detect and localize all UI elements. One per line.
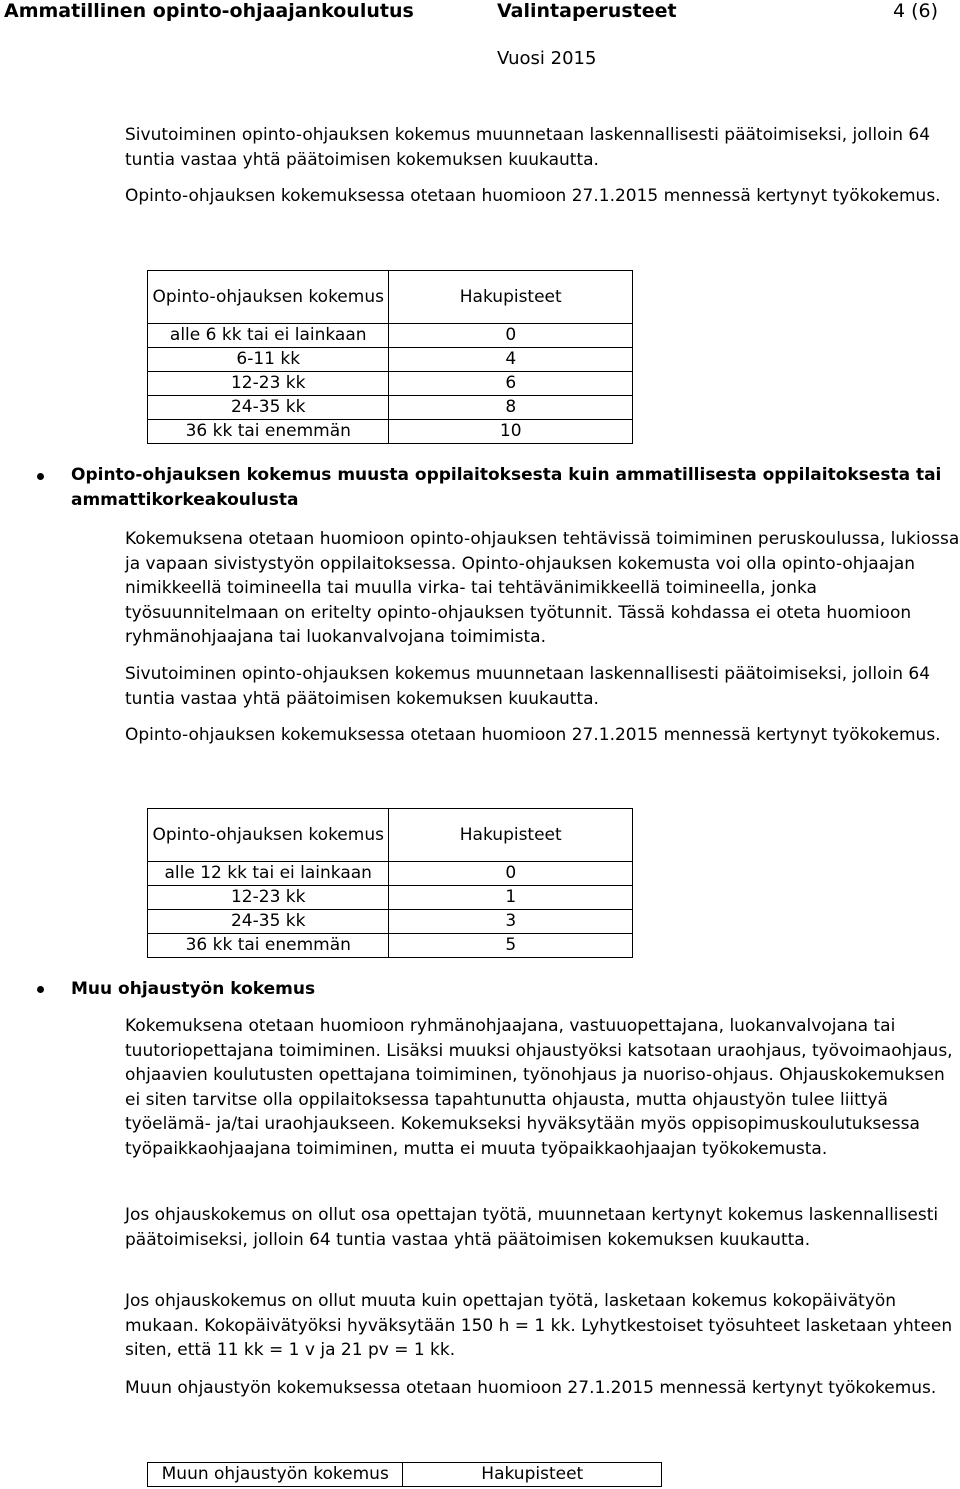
- table-header-points: Hakupisteet: [403, 1463, 662, 1487]
- intro-paragraph-2: Opinto-ohjauksen kokemuksessa otetaan huomioon 27.1.2015 mennessä kertynyt työkokemus.: [125, 186, 941, 206]
- table-cell-experience: 24-35 kk: [148, 396, 389, 420]
- page-header: [0, 0, 960, 20]
- table-cell-points: 8: [389, 396, 633, 420]
- section3-paragraph-2: Jos ohjauskokemus on ollut osa opettajan työtä, muunnetaan kertynyt kokemus laskennallisesti päätoimiseksi, jolloin 64 tuntia vastaa yhtä päätoimisen kokemuksen kuukautta.: [125, 1205, 939, 1250]
- section3-paragraph-4: Muun ohjaustyön kokemuksessa otetaan huomioon 27.1.2015 mennessä kertynyt työkokemus.: [125, 1378, 937, 1398]
- section3-paragraph-1: Kokemuksena otetaan huomioon ryhmänohjaajana, vastuuopettajana, luokanvalvojana tai tuutoriopettajana toimiminen. Lisäksi muuksi ohjaustyöksi katsotaan uraohjaus, työvoimaohjaus, ohjaavien koulutusten opettajana toimiminen, työnohjaus ja nuoriso-ohjaus. Ohjauskokemuksen ei siten tarvitse olla oppilaitoksessa tapahtunutta ohjausta, mutta ohjaustyön tulee liittyä työelämä- ja/tai uraohjaukseen. Kokemukseksi hyväksytään myös oppisopimuskoulutuksessa työpaikkaohjaajana toimiminen, mutta ei muuta työpaikkaohjaajan työkokemusta.: [125, 1016, 953, 1159]
- page-number: 4 (6): [893, 0, 939, 22]
- table-header-points: Hakupisteet: [389, 271, 633, 324]
- table-cell-points: 0: [389, 324, 633, 348]
- table-row: [148, 420, 633, 444]
- table-cell-points: 4: [389, 348, 633, 372]
- table-row: [148, 372, 633, 396]
- document-subtitle: Valintaperusteet: [497, 0, 677, 22]
- section2-paragraph-3: Opinto-ohjauksen kokemuksessa otetaan huomioon 27.1.2015 mennessä kertynyt työkokemus.: [125, 725, 941, 745]
- section2-paragraph-2: Sivutoiminen opinto-ohjauksen kokemus muunnetaan laskennallisesti päätoimiseksi, jolloin 64 tuntia vastaa yhtä päätoimisen kokemuksen kuukautta.: [125, 664, 931, 709]
- table-cell-experience: alle 12 kk tai ei lainkaan: [148, 862, 389, 886]
- table-header-points: Hakupisteet: [389, 809, 633, 862]
- intro-paragraph-1: Sivutoiminen opinto-ohjauksen kokemus muunnetaan laskennallisesti päätoimiseksi, jolloin 64 tuntia vastaa yhtä päätoimisen kokemuksen kuukautta.: [125, 125, 931, 170]
- table-row: [148, 324, 633, 348]
- table-row: [148, 348, 633, 372]
- table-cell-points: 0: [389, 862, 633, 886]
- table-row: [148, 396, 633, 420]
- table-cell-points: 3: [389, 910, 633, 934]
- table-cell-points: 6: [389, 372, 633, 396]
- section-heading-other-institutions: Opinto-ohjauksen kokemus muusta oppilaitoksesta kuin ammatillisesta oppilaitoksesta tai ammattikorkeakoulusta: [71, 465, 942, 510]
- bullet-icon: [37, 986, 44, 993]
- table-header-experience: Opinto-ohjauksen kokemus: [148, 271, 389, 324]
- table-row: [148, 934, 633, 958]
- table-cell-experience: 12-23 kk: [148, 886, 389, 910]
- points-table-2: [147, 808, 633, 958]
- bullet-icon: [37, 473, 44, 480]
- section3-paragraph-3: Jos ohjauskokemus on ollut muuta kuin opettajan työtä, lasketaan kokemus kokopäivätyön mukaan. Kokopäivätyöksi hyväksytään 150 h = 1 kk. Lyhytkestoiset työsuhteet lasketaan yhteen siten, että 11 kk = 1 v ja 21 pv = 1 kk.: [125, 1291, 953, 1360]
- section2-paragraph-1: Kokemuksena otetaan huomioon opinto-ohjauksen tehtävissä toimiminen peruskoulussa, lukiossa ja vapaan sivistystyön oppilaitoksessa. Opinto-ohjauksen kokemusta voi olla opinto-ohjaajan nimikkeellä toimineella tai muulla virka- tai tehtävänimikkeellä toimineella, jonka työsuunnitelmaan on eritelty opinto-ohjauksen työtunnit. Tässä kohdassa ei oteta huomioon ryhmänohjaajana tai luokanvalvojana toimimista.: [125, 529, 960, 647]
- table-cell-points: 5: [389, 934, 633, 958]
- table-cell-experience: 12-23 kk: [148, 372, 389, 396]
- document-title: Ammatillinen opinto-ohjaajankoulutus: [4, 0, 414, 22]
- table-cell-experience: 24-35 kk: [148, 910, 389, 934]
- table-row: [148, 886, 633, 910]
- table-header-row: [148, 809, 633, 862]
- table-cell-experience: 36 kk tai enemmän: [148, 420, 389, 444]
- table-cell-points: 1: [389, 886, 633, 910]
- table-header-experience: Opinto-ohjauksen kokemus: [148, 809, 389, 862]
- table-row: [148, 910, 633, 934]
- points-table-1: [147, 270, 633, 444]
- table-cell-points: 10: [389, 420, 633, 444]
- table-cell-experience: alle 6 kk tai ei lainkaan: [148, 324, 389, 348]
- table-header-row: [148, 271, 633, 324]
- table-header-row: [148, 1463, 662, 1487]
- section-heading-other-guidance: Muu ohjaustyön kokemus: [71, 979, 316, 999]
- table-cell-experience: 6-11 kk: [148, 348, 389, 372]
- points-table-3: [147, 1462, 662, 1487]
- table-cell-experience: 36 kk tai enemmän: [148, 934, 389, 958]
- table-header-experience: Muun ohjaustyön kokemus: [148, 1463, 403, 1487]
- document-year: Vuosi 2015: [497, 48, 597, 69]
- table-row: [148, 862, 633, 886]
